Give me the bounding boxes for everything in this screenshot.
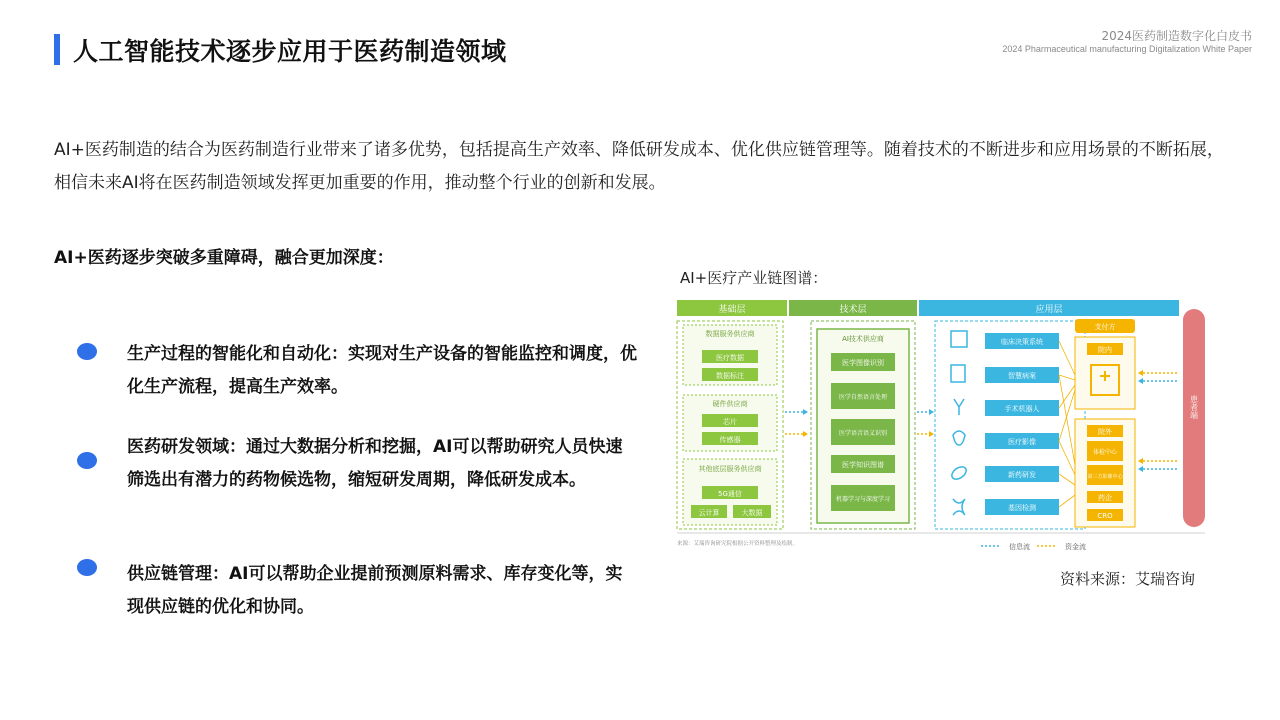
tech-group-title: AI技术供应商 (842, 335, 884, 343)
payer-item-pharma: 药企 (1098, 494, 1112, 502)
payer-item-cro: CRO (1097, 512, 1113, 520)
record-icon (951, 365, 965, 382)
app-item-records: 智慧病案 (1008, 372, 1036, 380)
app-item-robot: 手术机器人 (1004, 405, 1040, 413)
tech-item-image: 医学图像识别 (842, 359, 884, 367)
brand-title-cn: 2024医药制造数字化白皮书 (1101, 29, 1252, 43)
base-layer-label: 基础层 (718, 305, 746, 315)
base-item-bigdata: 大数据 (741, 509, 763, 517)
pill-icon (950, 464, 969, 481)
base-item-5g: 5G通信 (718, 490, 742, 498)
hospital-out-label: 院外 (1098, 428, 1112, 436)
bullet-text-1: 生产过程的智能化和自动化：实现对生产设备的智能监控和调度，优化生产流程，提高生产效率。 (127, 344, 637, 397)
info-flow-arrowhead (803, 409, 808, 415)
base-group-other-title: 其他底层服务供应商 (698, 465, 762, 473)
monitor-icon (951, 331, 967, 347)
payer-title: 支付方 (1094, 323, 1116, 331)
diagram-footnote: 来源：艾瑞咨询研究院根据公开资料整理及绘制。 (677, 541, 799, 547)
tech-layer-label: 技术层 (839, 305, 867, 315)
app-item-imaging: 医疗影像 (1008, 438, 1036, 446)
tech-item-speech: 医学语音语义识别 (838, 430, 888, 437)
money-flow-arrowhead (803, 431, 808, 437)
lung-icon (953, 431, 965, 445)
base-item-cloud: 云计算 (698, 509, 720, 517)
page-title: 人工智能技术逐步应用于医药制造领域 (73, 37, 507, 66)
patient-flow-arrows (1138, 370, 1177, 472)
legend-info-label: 信息流 (1009, 543, 1030, 551)
base-item-medical-data: 医疗数据 (716, 354, 744, 362)
brand-title-en: 2024 Pharmaceutical manufacturing Digitalization White Paper (1002, 44, 1252, 54)
payer-connection-lines (1059, 341, 1075, 507)
app-item-cds: 临床决策系统 (1001, 338, 1043, 346)
money-flow-arrowhead (929, 431, 934, 437)
bullet-dot-2 (77, 452, 97, 469)
tech-item-nlp: 医学自然语言处理 (838, 394, 888, 401)
bullet-dot-1 (77, 343, 97, 360)
app-layer-label: 应用层 (1035, 305, 1063, 315)
payer-item-checkup: 体检中心 (1092, 449, 1118, 456)
tech-item-ml: 机器学习与深度学习 (835, 496, 891, 503)
legend-money-label: 资金流 (1065, 543, 1086, 551)
base-item-chip: 芯片 (723, 418, 737, 426)
dna-icon (953, 499, 965, 515)
payer-item-imaging-center: 第三方影像中心 (1087, 474, 1123, 480)
section-heading: AI+医药逐步突破多重障碍，融合更加深度： (54, 248, 394, 268)
base-item-sensor: 传感器 (719, 436, 741, 444)
app-icons (950, 331, 969, 515)
figure-caption: AI+医疗产业链图谱： (680, 269, 828, 287)
tech-item-graph: 医学知识图谱 (842, 461, 884, 469)
brand-block (1002, 29, 1252, 55)
base-item-data-label: 数据标注 (716, 372, 744, 380)
hospital-in-label: 院内 (1098, 346, 1112, 354)
app-layer-box (935, 321, 1085, 529)
bullet-text-2: 医药研发领域：通过大数据分析和挖掘，AI可以帮助研究人员快速筛选出有潜力的药物候选物，缩短研发周期，降低研发成本。 (127, 437, 623, 490)
info-flow-arrowhead (929, 409, 934, 415)
title-accent-bar (54, 34, 60, 65)
robot-icon (954, 399, 964, 415)
bullet-dot-3 (77, 559, 97, 576)
base-group-hardware-title: 硬件供应商 (712, 400, 748, 408)
app-item-drug: 新药研发 (1008, 471, 1036, 479)
ai-medical-chain-diagram (675, 295, 1215, 557)
intro-paragraph: AI+医药制造的结合为医药制造行业带来了诸多优势，包括提高生产效率、降低研发成本、优化供应链管理等。随着技术的不断进步和应用场景的不断拓展，相信未来AI将在医药制造领域发挥更加重要的作用，推动整个行业的创新和发展。 (54, 140, 1224, 193)
patient-label: 患者端 (1189, 395, 1199, 419)
figure-source: 资料来源：艾瑞咨询 (1060, 570, 1196, 588)
app-item-gene: 基因检测 (1008, 504, 1036, 512)
base-group-data-title: 数据服务供应商 (705, 330, 755, 338)
bullet-text-3: 供应链管理：AI可以帮助企业提前预测原料需求、库存变化等，实现供应链的优化和协同。 (127, 564, 623, 617)
